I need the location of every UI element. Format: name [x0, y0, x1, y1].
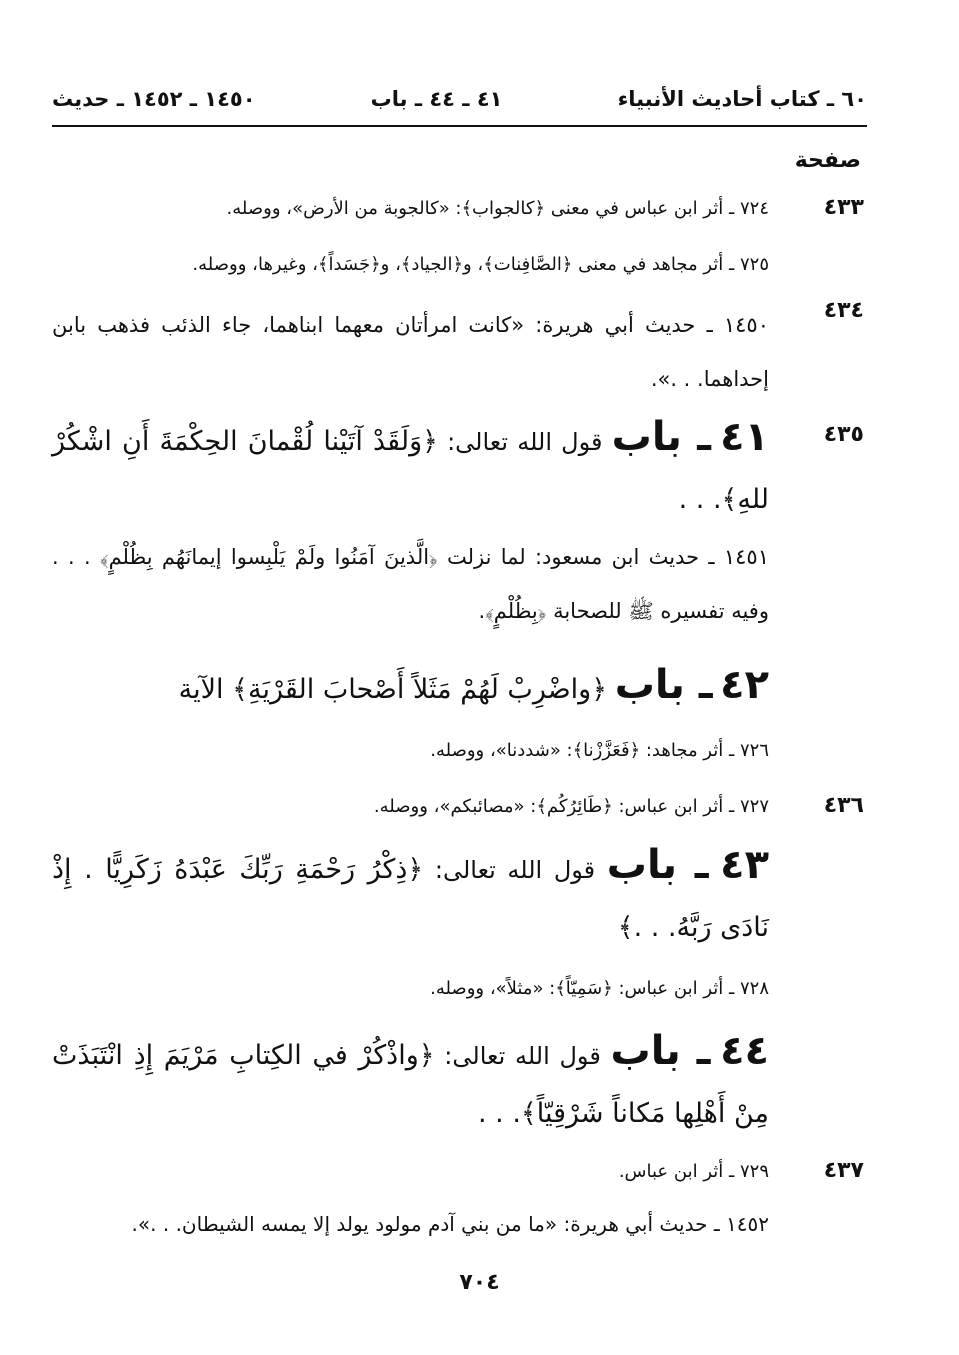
page-number: ٧٠٤ — [459, 1270, 500, 1295]
bab-heading: ٤٣ ـ باب قول الله تعالى: ﴿ذِكْرُ رَحْمَةِ رَبِّكَ عَبْدَهُ زَكَرِيًّا . إِذْ نَادَى رَبَّهُ. . .﴾ — [52, 842, 769, 943]
entry-row — [52, 737, 864, 765]
entry-row — [52, 1210, 864, 1238]
bab-row — [52, 656, 864, 719]
bab-word: باب — [610, 1028, 681, 1074]
bab-number: ٤٣ — [720, 842, 769, 888]
bab-range: ٤١ ـ ٤٤ ـ باب — [370, 87, 503, 111]
hadith-entry: ١٤٥٢ ـ حديث أبي هريرة: «ما من بني آدم مولود يولد إلا يمسه الشيطان. . .». — [131, 1212, 769, 1236]
bab-lead: قول الله تعالى: — [447, 428, 603, 456]
running-header — [52, 82, 867, 116]
bab-number: ٤١ — [720, 414, 769, 460]
athar-entry: ٧٢٤ ـ أثر ابن عباس في معنى ﴿كالجواب﴾: «كالجوبة من الأرض»، ووصله. — [226, 198, 769, 219]
bab-number: ٤٢ — [720, 662, 769, 708]
entry-page-number: ٤٣٤ — [823, 298, 864, 323]
bab-lead: قول الله تعالى: — [444, 1042, 601, 1070]
quran-verse: ﴿واضْرِبْ لَهُمْ مَثَلاً أَصْحابَ القَرْيَةِ﴾ الآية — [178, 674, 608, 705]
entry-page-number: ٤٣٥ — [823, 422, 864, 447]
entry-page-number: ٤٣٦ — [823, 793, 864, 818]
bab-word: باب — [614, 662, 685, 708]
bab-number: ٤٤ — [720, 1028, 769, 1074]
athar-entry: ٧٢٥ ـ أثر مجاهد في معنى ﴿الصَّافِنات﴾، و﴿الجياد﴾، و﴿جَسَداً﴾، وغيرها، ووصله. — [192, 254, 769, 275]
entry-row — [52, 530, 864, 638]
entry-row — [52, 1158, 864, 1186]
entry-row — [52, 793, 864, 821]
hadith-entry: ١٤٥٠ ـ حديث أبي هريرة: «كانت امرأتان معهما ابناهما، جاء الذئب فذهب بابن إحداهما. . .». — [52, 313, 769, 391]
bab-row — [52, 1022, 864, 1143]
book-title: ٦٠ ـ كتاب أحاديث الأنبياء — [617, 87, 867, 111]
athar-entry: ٧٢٧ ـ أثر ابن عباس: ﴿طَائِرُكُم﴾: «مصائبكم»، ووصله. — [373, 796, 769, 817]
entry-row — [52, 195, 864, 223]
entry-page-number: ٤٣٣ — [823, 195, 864, 220]
bab-word: باب — [606, 842, 677, 888]
hadith-entry: ١٤٥١ ـ حديث ابن مسعود: لما نزلت ﴿الَّذينَ آمَنُوا ولَمْ يَلْبِسوا إيمانَهُم بِظُلْمٍ﴾ . . . وفيه تفسيره ﷺ للصحابة ﴿بِظُلْمٍ﴾. — [52, 545, 769, 623]
bab-row — [52, 408, 864, 529]
entry-row — [52, 298, 864, 406]
bab-heading: ٤٤ ـ باب قول الله تعالى: ﴿واذْكُرْ في الكِتابِ مَرْيَمَ إِذِ انْتَبَذَتْ مِنْ أَهْلِها مَكاناً شَرْقِيّاً﴾. . . — [52, 1028, 769, 1129]
entry-row — [52, 975, 864, 1003]
hadith-range: ١٤٥٠ ـ ١٤٥٢ ـ حديث — [52, 87, 256, 111]
quran-verse: ﴿واذْكُرْ في الكِتابِ مَرْيَمَ إِذِ انْتَبَذَتْ مِنْ أَهْلِها مَكاناً شَرْقِيّاً﴾. . . — [52, 1040, 769, 1129]
bab-heading: ٤٢ ـ باب ﴿واضْرِبْ لَهُمْ مَثَلاً أَصْحابَ القَرْيَةِ﴾ الآية — [178, 662, 769, 708]
entry-page-number: ٤٣٧ — [823, 1158, 864, 1183]
quran-verse: ﴿وَلَقَدْ آتَيْنا لُقْمانَ الحِكْمَةَ أَنِ اشْكُرْ للهِ﴾. . . — [52, 426, 769, 515]
athar-entry: ٧٢٨ ـ أثر ابن عباس: ﴿سَمِيّاً﴾: «مثلاً»، ووصله. — [430, 978, 769, 999]
bab-word: باب — [611, 414, 682, 460]
athar-entry: ٧٢٦ ـ أثر مجاهد: ﴿فَعَزَّزْنا﴾: «شددنا»، ووصله. — [430, 740, 769, 761]
header-rule — [52, 125, 867, 127]
athar-entry: ٧٢٩ ـ أثر ابن عباس. — [618, 1161, 769, 1182]
page-column-label: صفحة — [794, 148, 861, 173]
quran-verse: ﴿ذِكْرُ رَحْمَةِ رَبِّكَ عَبْدَهُ زَكَرِيًّا . إِذْ نَادَى رَبَّهُ. . .﴾ — [52, 854, 769, 943]
bab-lead: قول الله تعالى: — [434, 856, 596, 884]
bab-heading: ٤١ ـ باب قول الله تعالى: ﴿وَلَقَدْ آتَيْنا لُقْمانَ الحِكْمَةَ أَنِ اشْكُرْ للهِ﴾. . . — [52, 414, 769, 515]
entry-row — [52, 251, 864, 279]
bab-row — [52, 836, 864, 957]
